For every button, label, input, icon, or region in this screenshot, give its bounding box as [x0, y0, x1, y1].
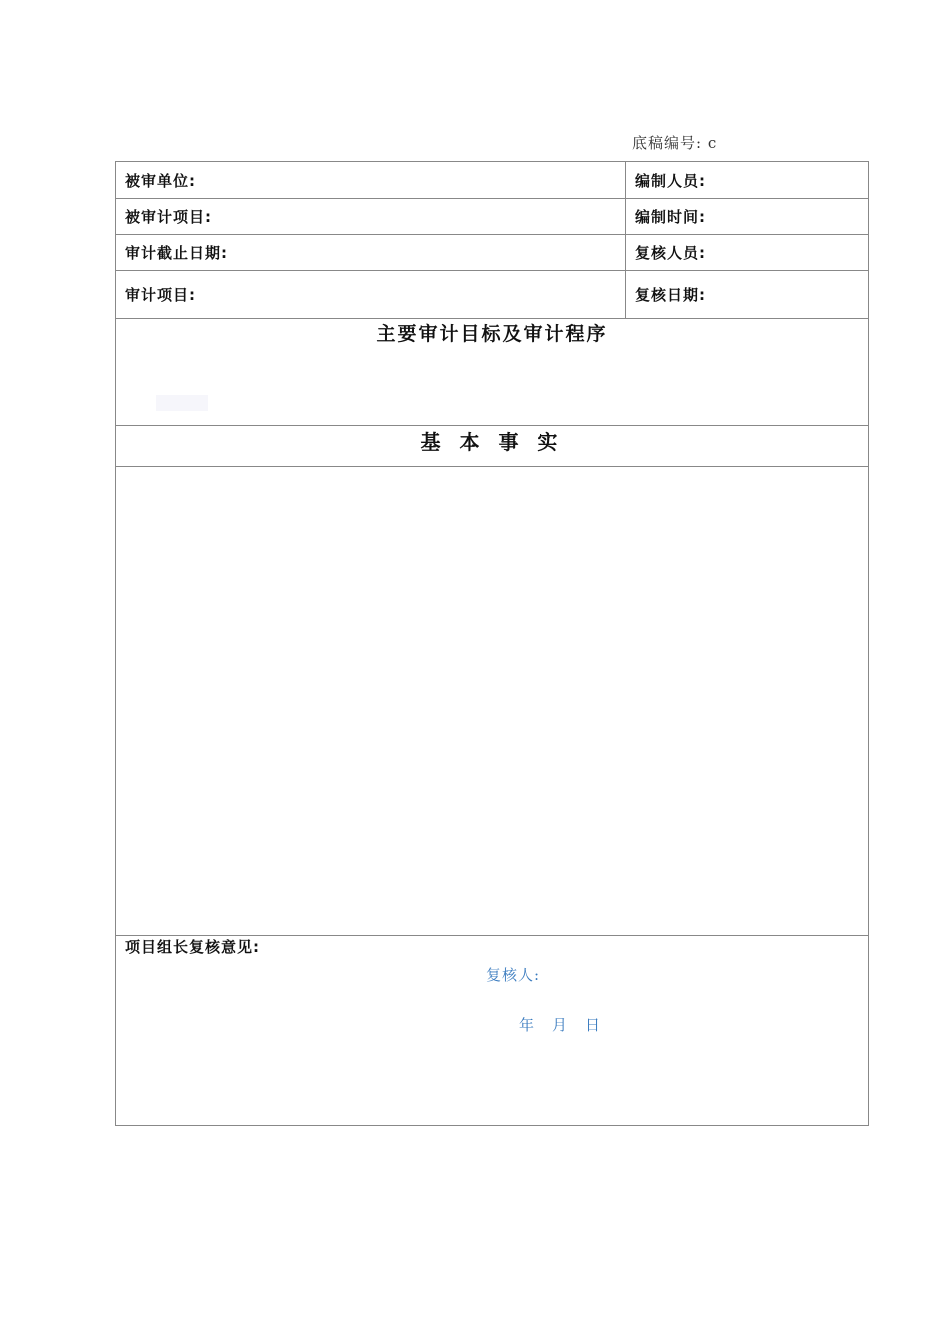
info-row — [116, 235, 868, 271]
info-row — [116, 162, 868, 199]
day-label: 日 — [585, 1016, 601, 1034]
doc-number-label: 底稿编号: c — [632, 134, 718, 152]
review-date-field[interactable]: 复核日期: — [635, 286, 706, 304]
audit-item-field[interactable]: 审计项目: — [116, 271, 626, 318]
review-opinion-label: 项目组长复核意见: — [125, 938, 260, 956]
info-row — [116, 271, 868, 319]
audited-project-field[interactable]: 被审计项目: — [116, 199, 626, 234]
facts-title: 基 本 事 实 — [420, 430, 564, 454]
facts-content-area[interactable] — [116, 467, 868, 936]
review-date-line[interactable] — [519, 1014, 600, 1035]
review-section — [116, 936, 868, 1125]
prepared-time-field[interactable]: 编制时间: — [635, 208, 706, 226]
info-row — [116, 199, 868, 235]
text-placeholder — [156, 395, 208, 411]
facts-title-row — [116, 426, 868, 467]
reviewer-field[interactable]: 复核人员: — [635, 244, 706, 262]
preparer-field[interactable]: 编制人员: — [635, 171, 706, 190]
audit-cutoff-date-field[interactable]: 审计截止日期: — [116, 235, 626, 270]
objectives-section[interactable] — [116, 319, 868, 426]
audited-unit-field[interactable]: 被审单位: — [116, 162, 626, 198]
year-label: 年 — [519, 1016, 535, 1034]
audit-worksheet — [115, 161, 869, 1126]
objectives-title: 主要审计目标及审计程序 — [376, 323, 608, 345]
reviewer-signature-label[interactable]: 复核人: — [486, 966, 541, 984]
month-label: 月 — [552, 1016, 568, 1034]
